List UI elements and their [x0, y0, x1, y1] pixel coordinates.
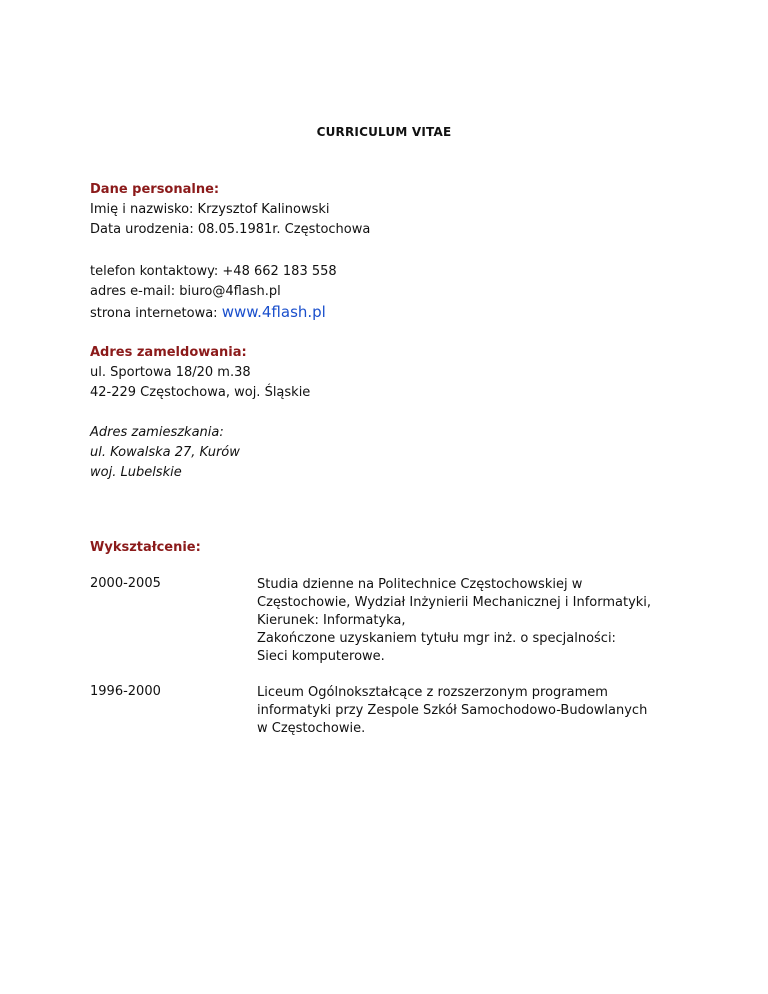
education-line: w Częstochowie. [257, 721, 366, 736]
registered-address-heading: Adres zameldowania: [90, 345, 247, 360]
contact-section [90, 262, 337, 324]
education-line: Liceum Ogólnokształcące z rozszerzonym programem [257, 685, 608, 700]
education-years: 1996-2000 [90, 684, 161, 699]
education-description [257, 576, 677, 666]
birth-line: Data urodzenia: 08.05.1981r. Częstochowa [90, 222, 371, 237]
registered-address-section [90, 343, 310, 403]
residence-address-line1: ul. Kowalska 27, Kurów [90, 445, 240, 460]
personal-data-heading: Dane personalne: [90, 182, 220, 197]
personal-data-section [90, 180, 370, 240]
education-line: informatyki przy Zespole Szkół Samochodowo-Budowlanych [257, 703, 648, 718]
registered-address-line1: ul. Sportowa 18/20 m.38 [90, 365, 251, 380]
website-link[interactable]: www.4flash.pl [221, 303, 326, 321]
phone-line: telefon kontaktowy: +48 662 183 558 [90, 264, 337, 279]
website-label: strona internetowa: [90, 306, 222, 321]
education-heading: Wykształcenie: [90, 540, 201, 555]
education-section [90, 538, 201, 558]
education-description [257, 684, 677, 738]
residence-address-heading: Adres zamieszkania: [90, 425, 224, 440]
website-line [90, 302, 337, 324]
residence-address-section [90, 423, 240, 483]
education-years: 2000-2005 [90, 576, 161, 591]
education-line: Zakończone uzyskaniem tytułu mgr inż. o specjalności: [257, 631, 616, 646]
registered-address-line2: 42-229 Częstochowa, woj. Śląskie [90, 385, 311, 400]
residence-address-line2: woj. Lubelskie [90, 465, 182, 480]
education-line: Częstochowie, Wydział Inżynierii Mechanicznej i Informatyki, [257, 595, 652, 610]
education-line: Studia dzienne na Politechnice Częstochowskiej w [257, 577, 583, 592]
name-line: Imię i nazwisko: Krzysztof Kalinowski [90, 202, 330, 217]
email-line: adres e-mail: biuro@4flash.pl [90, 284, 281, 299]
document-title: CURRICULUM VITAE [316, 125, 452, 139]
education-line: Kierunek: Informatyka, [257, 613, 406, 628]
education-line: Sieci komputerowe. [257, 649, 385, 664]
